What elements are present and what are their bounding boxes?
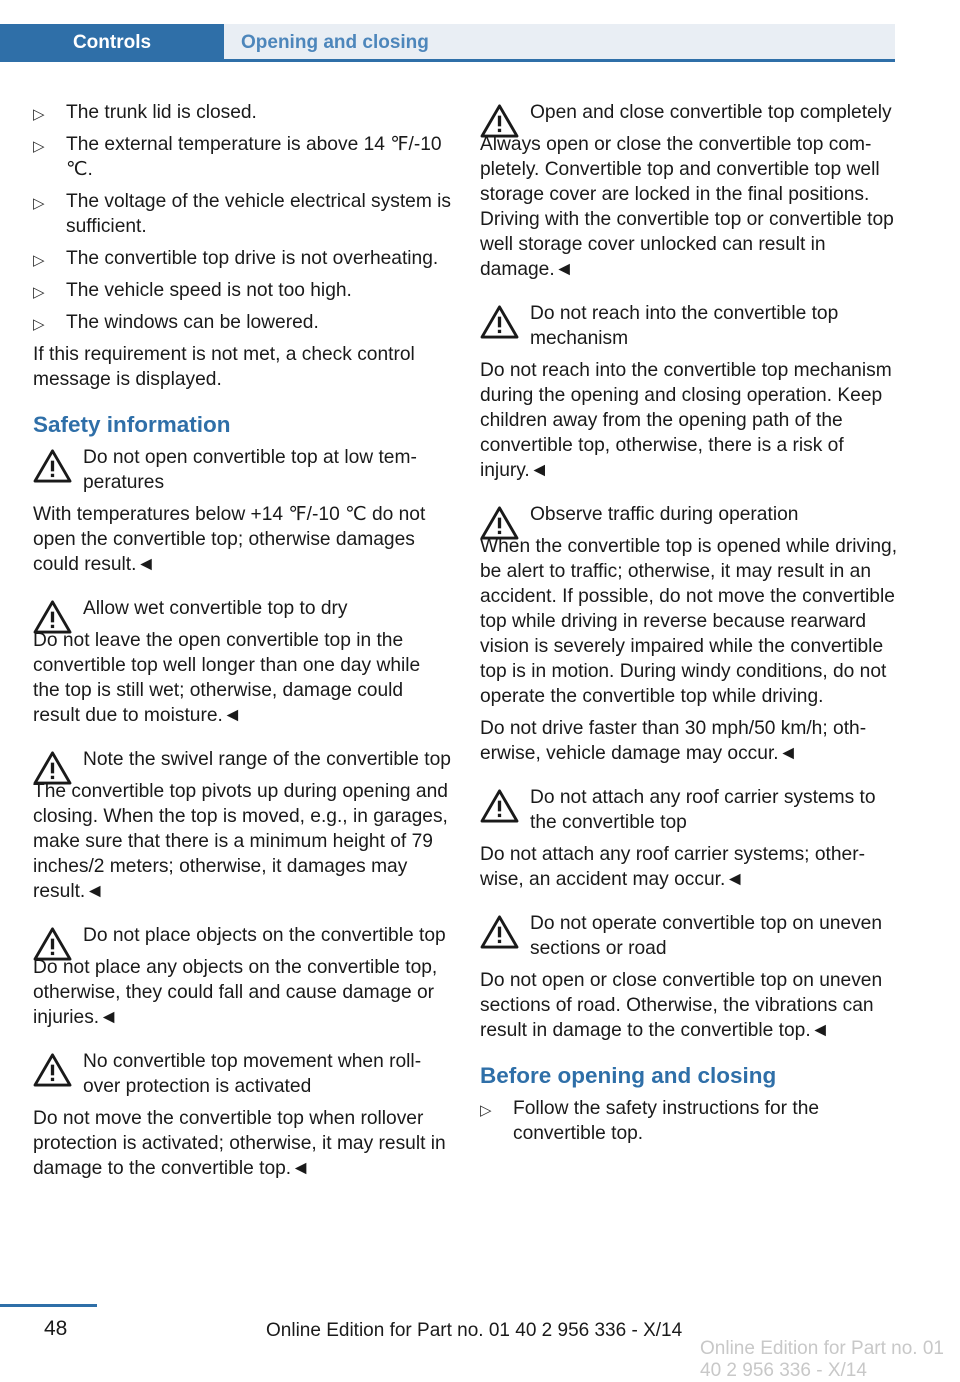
warning-block	[33, 596, 451, 728]
left-column	[33, 100, 451, 1188]
footer-edition: Online Edition for Part no. 01 40 2 956 336 - X/14	[266, 1320, 683, 1341]
bullet-icon: ▷	[480, 1102, 492, 1119]
requirement-note: If this requirement is not met, a check control message is displayed.	[33, 344, 415, 390]
header-section-tab: Controls	[0, 24, 224, 62]
warning-title: Open and close convertible top completely	[530, 102, 892, 123]
warning-title: No convertible top movement when rollover protection is activated	[83, 1051, 422, 1097]
warning-block	[480, 785, 900, 892]
warning-triangle-icon	[480, 104, 519, 138]
section-title-safety: Safety information	[33, 412, 231, 437]
page-header	[0, 24, 895, 62]
warning-title: Do not reach into the convertible top mechanism	[530, 303, 839, 349]
bullet-text: The windows can be lowered.	[66, 312, 319, 333]
warning-body: Always open or close the convertible top completely. Convertible top and convertible top well storage cover are locked in the final positions. Driving with the convertible top or convertible top well storage cover unlocked can result in damage.◄	[480, 134, 894, 280]
warning-body: Do not move the convertible top when rollover protection is activated; otherwise, it may result in damage to the convertible top.◄	[33, 1108, 446, 1179]
list-item	[33, 189, 451, 239]
warning-body: With temperatures below +14 ℉/-10 ℃ do not open the convertible top; otherwise damages could result.◄	[33, 504, 426, 575]
footer-rule	[0, 1304, 97, 1307]
warning-body-continued: Do not drive faster than 30 mph/50 km/h; otherwise, vehicle damage may occur.◄	[480, 718, 867, 764]
header-subsection-tab: Opening and closing	[224, 24, 895, 62]
warning-body: Do not attach any roof carrier systems; otherwise, an accident may occur.◄	[480, 844, 865, 890]
warning-block	[33, 747, 451, 904]
bullet-text: The trunk lid is closed.	[66, 102, 257, 123]
bullet-text: The convertible top drive is not overheating.	[66, 248, 439, 269]
warning-body: Do not open or close convertible top on uneven sections of road. Otherwise, the vibrations can result in damage to the convertible top.◄	[480, 970, 883, 1041]
bullet-icon: ▷	[33, 138, 45, 155]
warning-body: Do not place any objects on the convertible top, otherwise, they could fall and cause damage or injuries.◄	[33, 957, 438, 1028]
bullet-text: The voltage of the vehicle electrical system is sufficient.	[66, 191, 451, 237]
warning-title: Note the swivel range of the convertible top	[83, 749, 451, 770]
bullet-icon: ▷	[33, 252, 45, 269]
warning-triangle-icon	[33, 927, 72, 961]
warning-body: Do not leave the open convertible top in the convertible top well longer than one day while the top is still wet; otherwise, damage could result due to moisture.◄	[33, 630, 421, 726]
page-number: 48	[44, 1317, 68, 1340]
warning-body: When the convertible top is opened while driving, be alert to traffic; otherwise, it may result in an accident. If possible, do not move the convertible top while driving in reverse because rearward vision is severely impaired while the convertible top is in motion. During windy conditions, do not operate the convertible top while driving.	[480, 536, 898, 707]
warning-title: Allow wet convertible top to dry	[83, 598, 348, 619]
warning-block	[480, 100, 900, 282]
bullet-icon: ▷	[33, 195, 45, 212]
warning-triangle-icon	[33, 600, 72, 634]
warning-block	[480, 911, 900, 1043]
warning-block	[33, 445, 451, 577]
warning-body: Do not reach into the convertible top mechanism during the opening and closing operation. Keep children away from the opening path of the convertible top, otherwise, there is a risk of injury.◄	[480, 360, 892, 481]
warning-triangle-icon	[480, 305, 519, 339]
bullet-icon: ▷	[33, 284, 45, 301]
warning-block	[33, 923, 451, 1030]
right-column	[480, 100, 900, 1153]
list-item	[33, 132, 451, 182]
warning-body: The convertible top pivots up during opening and closing. When the top is moved, e.g., in garages, make sure that there is a minimum height of 79 inches/2 meters; otherwise, it damages may result.◄	[33, 781, 448, 902]
list-item	[33, 278, 451, 303]
bullet-text: Follow the safety instructions for the convertible top.	[513, 1098, 820, 1144]
warning-title: Do not attach any roof carrier systems to the convertible top	[530, 787, 876, 833]
warning-title: Do not operate convertible top on uneven sections or road	[530, 913, 883, 959]
bullet-text: The vehicle speed is not too high.	[66, 280, 352, 301]
watermark-text: Online Edition for Part no. 01 40 2 956 336 - X/14	[700, 1338, 944, 1381]
warning-triangle-icon	[480, 789, 519, 823]
warning-title: Do not open convertible top at low temperatures	[83, 447, 417, 493]
section-title-before-opening: Before opening and closing	[480, 1063, 777, 1088]
warning-triangle-icon	[33, 751, 72, 785]
warning-triangle-icon	[33, 449, 72, 483]
warning-title: Do not place objects on the convertible top	[83, 925, 446, 946]
bullet-icon: ▷	[33, 316, 45, 333]
warning-triangle-icon	[33, 1053, 72, 1087]
list-item	[33, 310, 451, 335]
list-item	[33, 100, 451, 125]
warning-block	[33, 1049, 451, 1181]
bullet-icon: ▷	[33, 106, 45, 123]
bullet-text: The external temperature is above 14 ℉/-10 ℃.	[66, 134, 442, 180]
header-rule	[0, 59, 895, 62]
list-item	[480, 1096, 900, 1146]
warning-title: Observe traffic during operation	[530, 504, 799, 525]
list-item	[33, 246, 451, 271]
warning-block	[480, 301, 900, 483]
warning-block	[480, 502, 900, 766]
warning-triangle-icon	[480, 506, 519, 540]
warning-triangle-icon	[480, 915, 519, 949]
